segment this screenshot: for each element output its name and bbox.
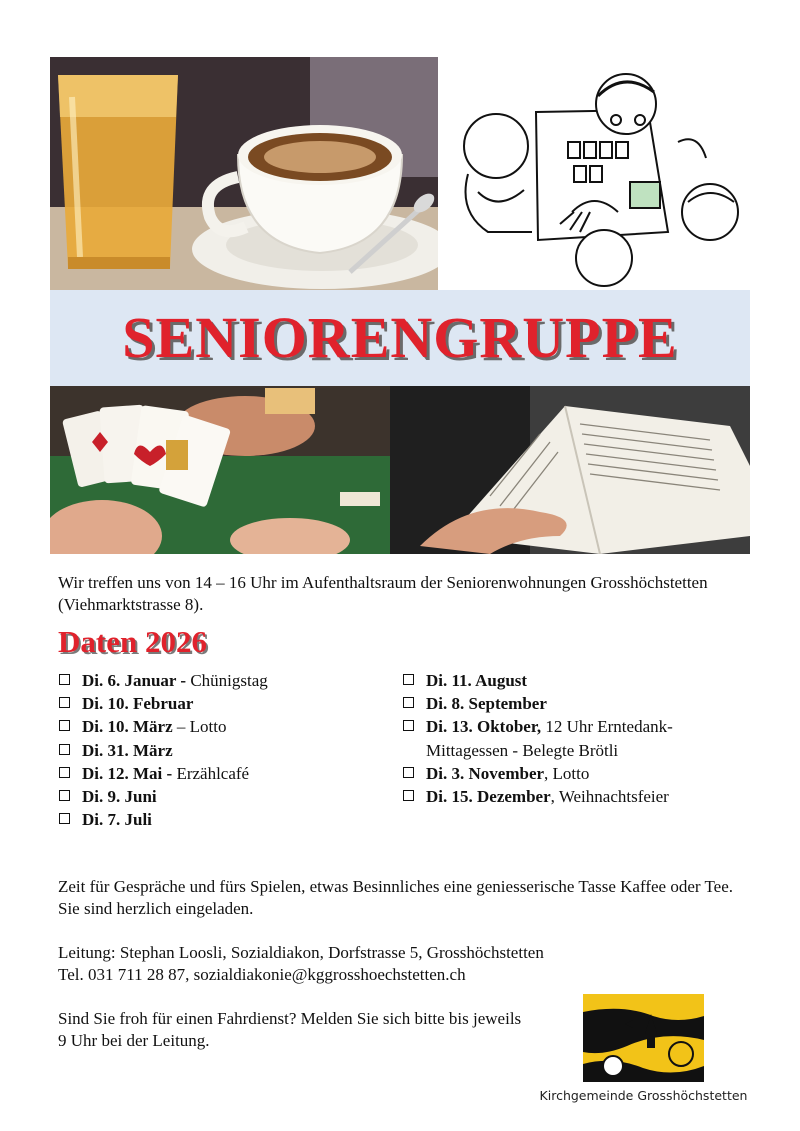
dates-heading: Daten 2026 bbox=[58, 624, 207, 659]
church-logo bbox=[583, 994, 704, 1082]
invitation-text: Zeit für Gespräche und fürs Spielen, etwas Besinnliches eine geniesserische Tasse Kaffee oder Tee. Sie sind herzlich eingeladen. bbox=[58, 877, 734, 918]
date-item bbox=[58, 739, 388, 762]
checkbox-icon[interactable] bbox=[403, 767, 414, 778]
date-label: Di. 15. Dezember bbox=[426, 787, 551, 807]
date-item bbox=[58, 762, 388, 785]
transport-note: Sind Sie froh für einen Fahrdienst? Melden Sie sich bitte bis jeweils 9 Uhr bei der Leitung. bbox=[58, 1009, 522, 1050]
playing-cards-photo bbox=[50, 386, 390, 554]
date-label: Di. 13. Oktober, bbox=[426, 717, 542, 737]
checkbox-icon[interactable] bbox=[403, 720, 414, 731]
checkbox-icon[interactable] bbox=[59, 813, 70, 824]
date-item bbox=[402, 785, 742, 808]
date-label: Di. 31. März bbox=[82, 740, 173, 760]
checkbox-icon[interactable] bbox=[403, 674, 414, 685]
date-item bbox=[58, 715, 388, 738]
date-item bbox=[402, 669, 742, 692]
logo-caption: Kirchgemeinde Grosshöchstetten bbox=[539, 1088, 748, 1103]
checkbox-icon[interactable] bbox=[59, 720, 70, 731]
date-label: Di. 10. Februar bbox=[82, 694, 194, 714]
date-label: Di. 8. September bbox=[426, 694, 547, 714]
date-item bbox=[58, 808, 388, 831]
page-title: SENIORENGRUPPE bbox=[122, 305, 678, 370]
date-label: Di. 9. Juni bbox=[82, 787, 157, 807]
title-banner bbox=[50, 290, 750, 386]
date-note: – Lotto bbox=[172, 717, 227, 737]
date-item bbox=[402, 715, 742, 761]
card-players-drawing bbox=[448, 62, 748, 290]
checkbox-icon[interactable] bbox=[59, 767, 70, 778]
date-note: , Lotto bbox=[544, 763, 590, 783]
date-note: Erzählcafé bbox=[172, 763, 250, 783]
date-item bbox=[402, 762, 742, 785]
date-label: Di. 6. Januar - bbox=[82, 671, 187, 690]
date-label: Di. 12. Mai - bbox=[82, 763, 173, 783]
date-label: Di. 11. August bbox=[426, 671, 528, 690]
checkbox-icon[interactable] bbox=[59, 744, 70, 755]
beer-and-coffee-photo bbox=[50, 57, 438, 290]
date-item bbox=[58, 785, 388, 808]
intro-text: Wir treffen uns von 14 – 16 Uhr im Aufenthaltsraum der Seniorenwohnungen Grosshöchstetten (Viehmarktstrasse 8). bbox=[58, 573, 708, 614]
date-item bbox=[58, 692, 388, 715]
checkbox-icon[interactable] bbox=[403, 790, 414, 801]
date-item bbox=[58, 669, 388, 692]
checkbox-icon[interactable] bbox=[59, 790, 70, 801]
checkbox-icon[interactable] bbox=[403, 697, 414, 708]
date-label: Di. 7. Juli bbox=[82, 810, 152, 830]
leader-contact: Tel. 031 711 28 87, sozialdiakonie@kggrosshoechstetten.ch bbox=[58, 965, 466, 984]
checkbox-icon[interactable] bbox=[59, 674, 70, 685]
reading-book-photo bbox=[390, 386, 750, 554]
dates-list-right bbox=[402, 669, 742, 808]
date-note: 12 Uhr Erntedank-Mittagessen - Belegte Brötli bbox=[426, 717, 673, 760]
dates-list-left bbox=[58, 669, 388, 831]
date-item bbox=[402, 692, 742, 715]
leader-address: Leitung: Stephan Loosli, Sozialdiakon, Dorfstrasse 5, Grosshöchstetten bbox=[58, 943, 544, 962]
date-label: Di. 3. November bbox=[426, 763, 545, 783]
date-label: Di. 10. März bbox=[82, 717, 173, 737]
date-note: Chünigstag bbox=[186, 671, 268, 690]
date-note: , Weihnachtsfeier bbox=[550, 787, 669, 807]
checkbox-icon[interactable] bbox=[59, 697, 70, 708]
